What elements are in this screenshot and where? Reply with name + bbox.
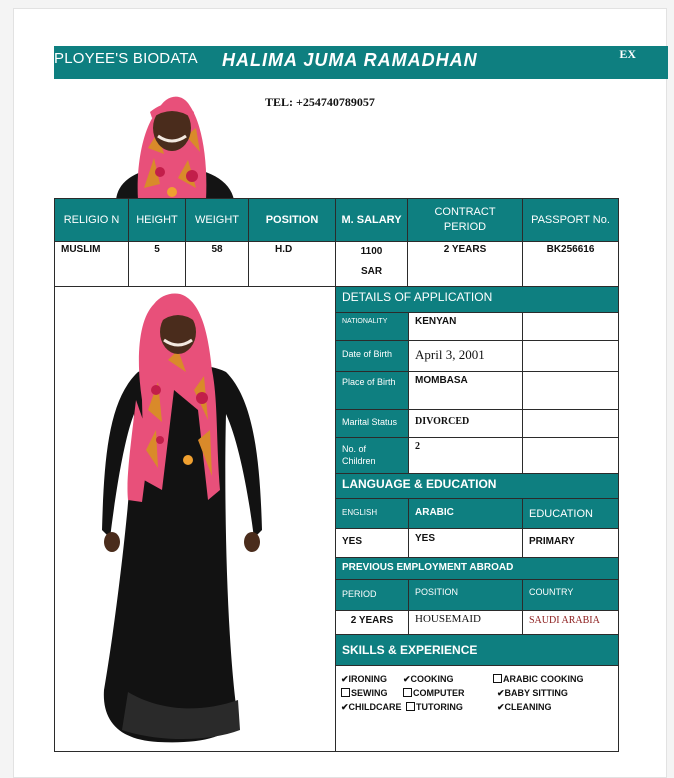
skill-cooking: ✔COOKING [403,674,454,684]
skill-ironing: ✔IRONING [341,674,388,684]
header-code: EX [619,47,636,61]
children-extra [522,437,619,474]
children-value: 2 [408,437,523,474]
language-title: LANGUAGE & EDUCATION [335,473,619,499]
skill-childcare: ✔CHILDCARE [341,702,402,712]
marital-label: Marital Status [335,409,409,438]
check-icon: ✔ [497,702,505,712]
skills-title: SKILLS & EXPERIENCE [335,634,619,666]
check-icon: ✔ [403,674,411,684]
nationality-extra [522,312,619,341]
check-icon: ✔ [341,702,349,712]
skill-baby-sitting: ✔BABY SITTING [497,688,568,698]
skill-computer: COMPUTER [403,688,465,698]
unchecked-box-icon [493,674,502,683]
position-header: POSITION [248,198,336,242]
dob-value: April 3, 2001 [408,340,523,372]
skill-arabic-cooking: ARABIC COOKING [493,674,584,684]
english-value: YES [335,528,409,558]
employment-title: PREVIOUS EMPLOYMENT ABROAD [335,557,619,580]
dob-extra [522,340,619,372]
header-title: PLOYEE'S BIODATA [54,50,198,67]
telephone: TEL: +254740789057 [265,95,375,109]
education-label: EDUCATION [522,498,619,529]
education-value: PRIMARY [522,528,619,558]
marital-extra [522,409,619,438]
unchecked-box-icon [341,688,350,697]
skill-cleaning: ✔CLEANING [497,702,552,712]
height-value: 5 [128,241,186,287]
period-label: PERIOD [335,579,409,611]
unchecked-box-icon [403,688,412,697]
religion-value: MUSLIM [54,241,129,287]
skill-sewing: SEWING [341,688,388,698]
check-icon: ✔ [341,674,349,684]
marital-value: DIVORCED [408,409,523,438]
skill-tutoring: TUTORING [406,702,463,712]
check-icon: ✔ [497,688,505,698]
period-value: 2 YEARS [335,610,409,635]
weight-header: WEIGHT [185,198,249,242]
contract-period-value: 2 YEARS [407,241,523,287]
english-label: ENGLISH [335,498,409,529]
pob-extra [522,371,619,410]
country-label: COUNTRY [522,579,619,611]
country-value: SAUDI ARABIA [522,610,619,635]
arabic-label: ARABIC [408,498,523,529]
salary-value: 1100 SAR [335,241,408,287]
full-body-photo [98,290,266,746]
arabic-value: YES [408,528,523,558]
pob-label: Place of Birth [335,371,409,410]
passport-value: BK256616 [522,241,619,287]
religion-header: RELIGIO N [54,198,129,242]
pob-value: MOMBASA [408,371,523,410]
passport-header: PASSPORT No. [522,198,619,242]
children-label: No. of Children [335,437,409,474]
employment-position-value: HOUSEMAID [408,610,523,635]
salary-header: M. SALARY [335,198,408,242]
dob-label: Date of Birth [335,340,409,372]
height-header: HEIGHT [128,198,186,242]
contract-period-header: CONTRACT PERIOD [407,198,523,242]
weight-value: 58 [185,241,249,287]
nationality-value: KENYAN [408,312,523,341]
position-label: POSITION [408,579,523,611]
nationality-label: NATIONALITY [335,312,409,341]
unchecked-box-icon [406,702,415,711]
header-bar [54,46,668,79]
application-title: DETAILS OF APPLICATION [335,286,619,313]
position-value: H.D [248,241,336,287]
employee-name: HALIMA JUMA RAMADHAN [222,50,478,70]
headshot-photo [108,88,238,200]
